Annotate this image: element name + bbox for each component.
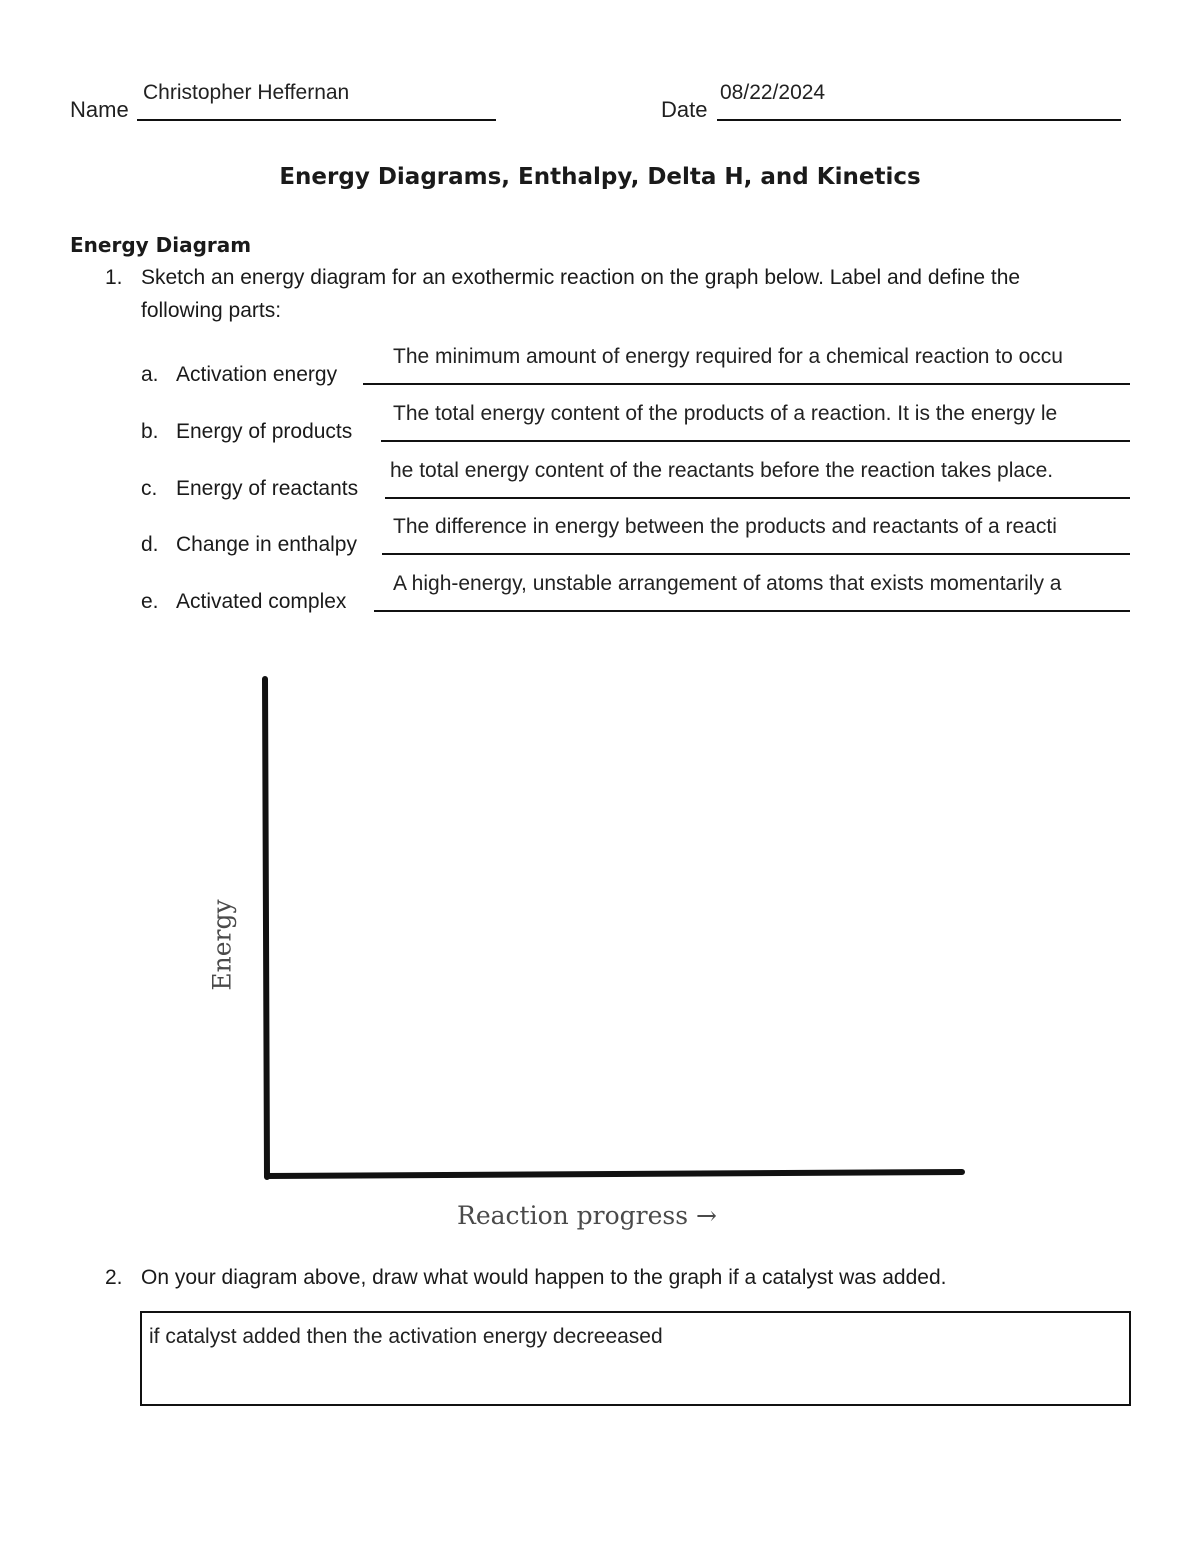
x-axis-label: Reaction progress → [457,1201,717,1230]
section-title: Energy Diagram [70,233,252,257]
item-e-answer[interactable]: A high-energy, unstable arrangement of atoms that exists momentarily a [393,572,1062,595]
item-c-label: Energy of reactants [176,477,359,500]
y-axis-line [265,679,267,1177]
item-c-letter: c. [141,477,158,500]
item-e-letter: e. [141,590,159,613]
item-e-label: Activated complex [176,590,347,613]
y-axis-label: Energy [207,899,237,991]
date-field[interactable]: 08/22/2024 [720,81,826,104]
item-d-answer[interactable]: The difference in energy between the products and reactants of a reacti [393,515,1057,538]
item-a-answer[interactable]: The minimum amount of energy required for a chemical reaction to occu [393,345,1063,368]
question-1-text-line2: following parts: [141,299,282,322]
item-b-answer[interactable]: The total energy content of the products of a reaction. It is the energy le [393,402,1058,425]
question-1-number: 1. [105,266,123,289]
date-label: Date [661,97,708,122]
item-b-label: Energy of products [176,420,353,443]
item-b-letter: b. [141,420,159,443]
answer-box[interactable] [140,1311,1131,1406]
name-label: Name [70,97,129,122]
item-a-letter: a. [141,363,159,386]
item-c-answer[interactable]: he total energy content of the reactants before the reaction takes place. [390,459,1054,482]
question-2-number: 2. [105,1266,123,1289]
question-2-text: On your diagram above, draw what would happen to the graph if a catalyst was added. [141,1266,947,1289]
name-field[interactable]: Christopher Heffernan [143,81,350,104]
answer-box-text: if catalyst added then the activation energy decreeased [149,1325,663,1348]
item-d-letter: d. [141,533,159,556]
item-a-label: Activation energy [176,363,338,386]
x-axis-line [267,1172,962,1176]
question-1-text-line1: Sketch an energy diagram for an exothermic reaction on the graph below. Label and define the [141,266,1021,289]
item-d-label: Change in enthalpy [176,533,357,556]
page-title: Energy Diagrams, Enthalpy, Delta H, and Kinetics [279,164,921,190]
